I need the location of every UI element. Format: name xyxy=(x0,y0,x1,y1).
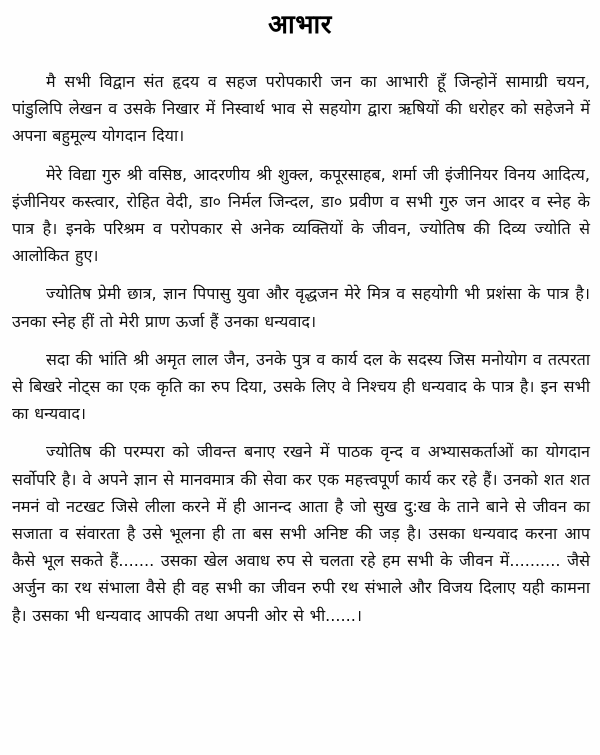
document-body xyxy=(12,68,590,629)
paragraph-2: मेरे विद्या गुरु श्री वसिष्ठ, आदरणीय श्री शुक्ल, कपूरसाहब, शर्मा जी इंजीनियर विनय आदित्य, इंजीनियर कस्त्वार, रोहित वेदी, डा० निर्मल जिन्दल, डा० प्रवीण व सभी गुरु जन आदर व स्नेह के पात्र है। इनके परिश्रम व परोपकार से अनेक व्यक्तियों के जीवन, ज्योतिष की दिव्य ज्योति से आलोकित हुए। xyxy=(12,164,590,266)
paragraph-1: मै सभी विद्वान संत हृदय व सहज परोपकारी जन का आभारी हूँ जिन्होनें सामाग्री चयन, पांडुलिपि लेखन व उसके निखार में निस्वार्थ भाव से सहयोग द्वारा ऋषियों की धरोहर को सहेजने में अपना बहुमूल्य योगदान दिया। xyxy=(12,72,590,146)
page-title: आभार xyxy=(268,10,332,40)
paragraph-5: ज्योतिष की परम्परा को जीवन्त बनाए रखने में पाठक वृन्द व अभ्यासकर्ताओं का योगदान सर्वोपरि है। वे अपने ज्ञान से मानवमात्र की सेवा कर एक महत्त्वपूर्ण कार्य कर रहे हैं। उनको शत शत नमनं वो नटखट जिसे लीला करने में ही आनन्द आता है जो सुख दु:ख के ताने बाने से जीवन का सजाता व संवारता है उसे भूलना ही ता बस सभी अनिष्ट की जड़ है। उसका धन्यवाद करना आप कैसे भूल सकते हैं....... उसका खेल अवाध रुप से चलता रहे हम सभी के जीवन में.......... जैसे अर्जुन का रथ संभाला वैसे ही वह सभी का जीवन रुपी रथ संभाले और विजय दिलाए यही कामना है। उसका भी धन्यवाद आपकी तथा अपनी ओर से भी......। xyxy=(12,442,590,625)
paragraph-3: ज्योतिष प्रेमी छात्र, ज्ञान पिपासु युवा और वृद्धजन मेरे मित्र व सहयोगी भी प्रशंसा के पात्र है। उनका स्नेह हीं तो मेरी प्राण ऊर्जा हैं उनका धन्यवाद। xyxy=(12,284,590,331)
paragraph-4: सदा की भांति श्री अमृत लाल जैन, उनके पुत्र व कार्य दल के सदस्य जिस मनोयोग व तत्परता से बिखरे नोट्स का एक कृति का रुप दिया, उसके लिए वे निश्चय ही धन्यवाद के पात्र है। इन सभी का धन्यवाद। xyxy=(12,349,590,424)
